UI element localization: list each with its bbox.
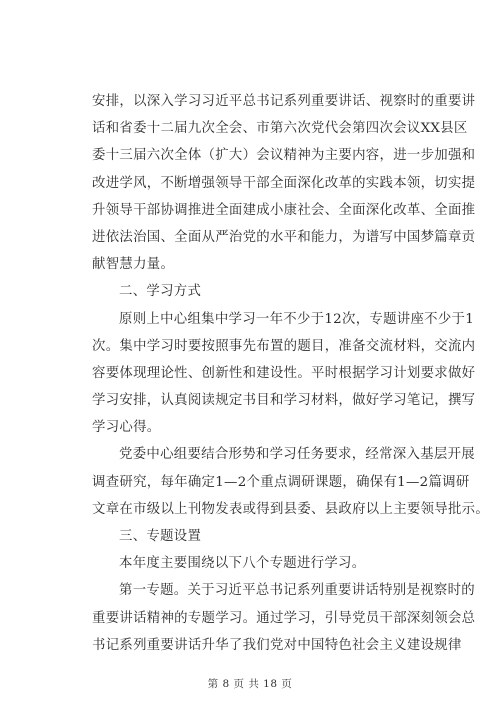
paragraph-line: 次。集中学习时要按照事先布置的题目，准备交流材料，交流内 [92,338,476,354]
section-heading: 二、学习方式 [119,284,202,300]
page-footer: 第 8 页 共 18 页 [207,678,293,690]
paragraph-line: 本年度主要围绕以下八个专题进行学习。 [119,556,366,572]
paragraph-line: 安排，以深入学习习近平总书记系列重要讲话、视察时的重要讲 [92,94,476,109]
paragraph-line: 升领导干部协调推进全面建成小康社会、全面深化改革、全面推 [92,202,476,218]
paragraph-line: 改进学风，不断增强领导干部全面深化改革的实践本领，切实提 [92,175,476,191]
paragraph-line: 重要讲话精神的专题学习。通过学习，引导党员干部深刻领会总 [92,610,476,626]
paragraph-line: 书记系列重要讲话升华了我们党对中国特色社会主义建设规律 [92,637,462,653]
paragraph-line: 原则上中心组集中学习一年不少于12次，专题讲座不少于1 [119,311,475,327]
paragraph-line: 学习安排，认真阅读规定书目和学习材料，做好学习笔记，撰写 [92,393,476,409]
paragraph-line: 委十三届六次全体（扩大）会议精神为主要内容，进一步加强和 [92,148,476,164]
paragraph-line: 学习心得。 [92,420,161,436]
paragraph-line: 容要体现理论性、创新性和建设性。平时根据学习计划要求做好 [92,365,476,381]
section-heading: 三、专题设置 [119,529,202,544]
paragraph-line: 党委中心组要结合形势和学习任务要求，经常深入基层开展 [119,447,475,463]
paragraph-line: 第一专题。关于习近平总书记系列重要讲话特别是视察时的 [119,583,475,599]
paragraph-line: 进依法治国、全面从严治党的水平和能力，为谱写中国梦篇章贡 [92,229,476,245]
paragraph-line: 献智慧力量。 [92,257,175,273]
document-body [92,88,490,659]
paragraph-line: 文章在市级以上刊物发表或得到县委、县政府以上主要领导批示。 [92,501,490,517]
paragraph-line: 调查研究，每年确定1—2个重点调研课题，确保有1—2篇调研 [92,474,470,490]
paragraph-line: 话和省委十二届九次全会、市第六次党代会第四次会议XX县区 [92,121,468,137]
